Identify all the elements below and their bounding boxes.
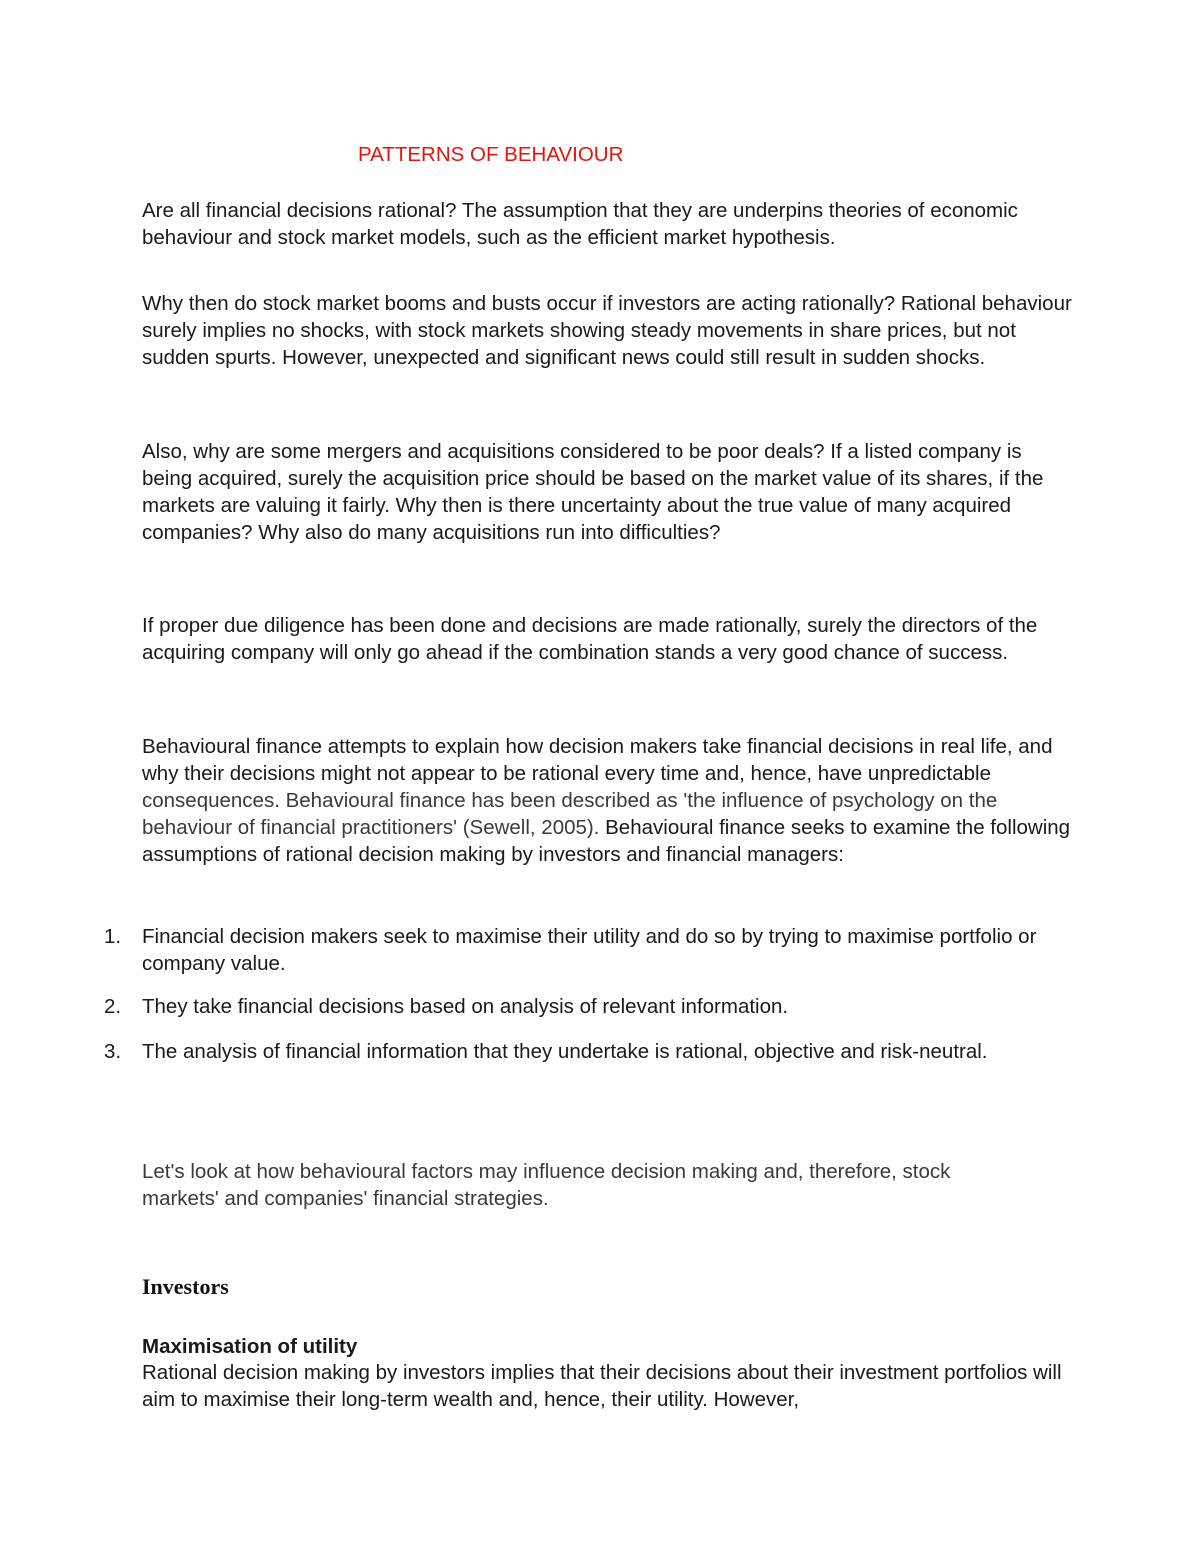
behavioural-text-part1: Behavioural finance attempts to explain how decision makers take financial decisions in real life, and why their decisions might not appear to be rational every time and, hence, have unpredictable: [142, 735, 1053, 785]
section-heading-investors: Investors: [142, 1274, 229, 1299]
list-item-2: [104, 993, 1074, 1020]
paragraph-rational-decisions: Are all financial decisions rational? The assumption that they are underpins theories of economic behaviour and stock market models, such as the efficient market hypothesis.: [142, 199, 1018, 249]
paragraph-maximisation: Rational decision making by investors implies that their decisions about their investment portfolios will aim to maximise their long-term wealth and, hence, their utility. However,: [142, 1361, 1062, 1411]
list-item-3: [104, 1038, 1074, 1065]
paragraph-booms-busts: Why then do stock market booms and busts occur if investors are acting rationally? Rational behaviour surely implies no shocks, with stock markets showing steady movements in share prices, but not sudden spurts. However, unexpected and significant news could still result in sudden shocks.: [142, 292, 1072, 369]
list-item-1: [104, 923, 1074, 977]
paragraph-behavioural-finance: [142, 733, 1072, 868]
list-number: 2.: [104, 995, 122, 1018]
list-text: Financial decision makers seek to maximise their utility and do so by trying to maximise portfolio or company value.: [142, 925, 1037, 975]
sub-heading-maximisation: Maximisation of utility: [142, 1335, 358, 1358]
list-text: They take financial decisions based on analysis of relevant information.: [142, 995, 789, 1018]
list-number: 3.: [104, 1040, 122, 1063]
paragraph-due-diligence: If proper due diligence has been done and decisions are made rationally, surely the directors of the acquiring company will only go ahead if the combination stands a very good chance of success.: [142, 614, 1038, 664]
list-text: The analysis of financial information that they undertake is rational, objective and risk-neutral.: [142, 1040, 988, 1063]
list-number: 1.: [104, 925, 122, 948]
behavioural-text-part2: consequences. Behavioural finance has been described as 'the influence of psychology on the behaviour of financial practitioners' (Sewell, 2005).: [142, 789, 998, 839]
document-title: PATTERNS OF BEHAVIOUR: [358, 143, 624, 166]
paragraph-lets-look: Let's look at how behavioural factors may influence decision making and, therefore, stock markets' and companies' financial strategies.: [142, 1160, 951, 1210]
behavioural-text-part3: Behavioural finance seeks to examine the following assumptions of rational decision making by investors and financial managers:: [142, 816, 1071, 866]
paragraph-mergers: Also, why are some mergers and acquisitions considered to be poor deals? If a listed company is being acquired, surely the acquisition price should be based on the market value of its shares, if the markets are valuing it fairly. Why then is there uncertainty about the true value of many acquired companies? Why also do many acquisitions run into difficulties?: [142, 440, 1044, 544]
